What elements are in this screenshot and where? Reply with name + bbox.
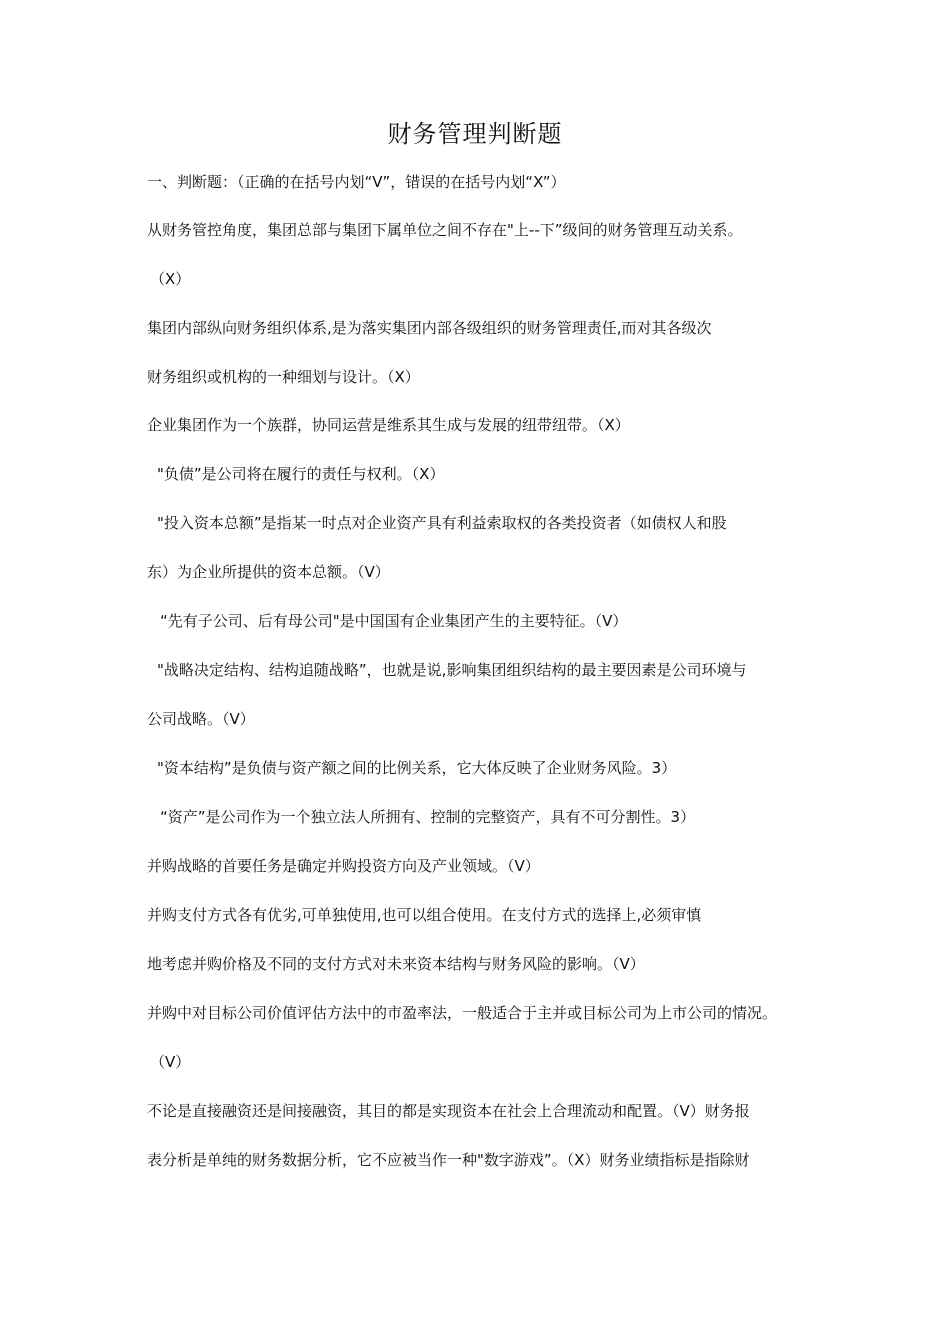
question-2-line-1: 集团内部纵向财务组织体系,是为落实集团内部各级组织的财务管理责任,而对其各级次 [147, 319, 712, 337]
question-4: "负债”是公司将在履行的责任与权利。（X） [157, 465, 445, 483]
answer-1: （X） [150, 270, 191, 288]
page-title: 财务管理判断题 [387, 120, 563, 148]
question-5-line-2: 东）为企业所提供的资本总额。（V） [147, 563, 390, 581]
question-13-line-1: 不论是直接融资还是间接融资，其目的都是实现资本在社会上合理流动和配置。（V）财务报 [147, 1102, 750, 1120]
question-7-line-2: 公司战略。（V） [147, 710, 255, 728]
answer-12: （V） [150, 1053, 191, 1071]
question-13-line-2: 表分析是单纯的财务数据分析，它不应被当作一种"数字游戏”。（X）财务业绩指标是指除财 [147, 1151, 750, 1169]
question-11-line-2: 地考虑并购价格及不同的支付方式对未来资本结构与财务风险的影响。（V） [147, 955, 645, 973]
question-8: "资本结构”是负债与资产额之间的比例关系，它大体反映了企业财务风险。3） [157, 759, 677, 777]
section-heading: 一、判断题：（正确的在括号内划“V”，错误的在括号内划“X”） [147, 173, 566, 191]
question-7-line-1: "战略决定结构、结构追随战略”，也就是说,影响集团组织结构的最主要因素是公司环境与 [157, 661, 747, 679]
question-3: 企业集团作为一个族群，协同运营是维系其生成与发展的纽带纽带。（X） [147, 416, 630, 434]
question-11-line-1: 并购支付方式各有优劣,可单独使用,也可以组合使用。在支付方式的选择上,必须审慎 [147, 906, 702, 924]
question-1: 从财务管控角度，集团总部与集团下属单位之间不存在"上--下”级间的财务管理互动关系。 [147, 221, 743, 239]
question-6: “先有子公司、后有母公司"是中国国有企业集团产生的主要特征。（V） [160, 612, 628, 630]
question-12: 并购中对目标公司价值评估方法中的市盈率法，一般适合于主并或目标公司为上市公司的情况。 [147, 1004, 778, 1022]
question-5-line-1: "投入资本总额”是指某一时点对企业资产具有利益索取权的各类投资者（如债权人和股 [157, 514, 727, 532]
question-9: “资产”是公司作为一个独立法人所拥有、控制的完整资产，具有不可分割性。3） [160, 808, 696, 826]
question-10: 并购战略的首要任务是确定并购投资方向及产业领域。（V） [147, 857, 540, 875]
question-2-line-2: 财务组织或机构的一种细划与设计。（X） [147, 368, 420, 386]
